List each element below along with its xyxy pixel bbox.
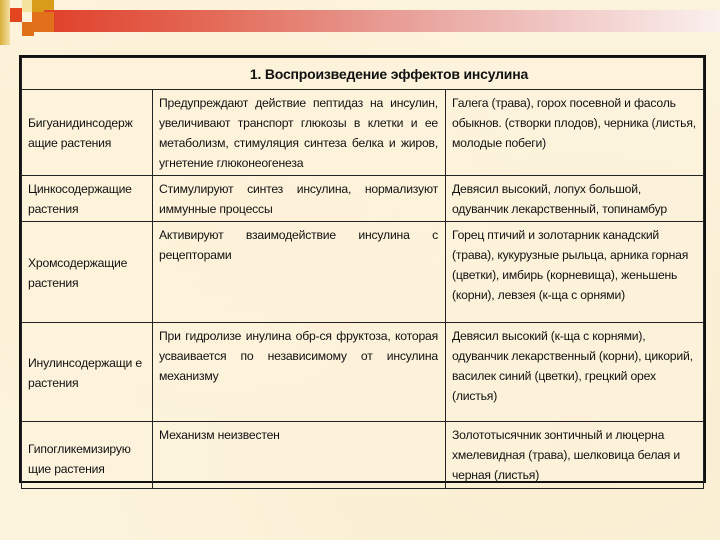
decorative-square (0, 0, 10, 45)
decorative-square (22, 0, 32, 12)
effect-cell: При гидролизе инулина обр-ся фруктоза, которая усваивается по независимому от инсулина механизму (153, 323, 446, 422)
title-accent-bar (44, 10, 720, 32)
decorative-square (10, 8, 22, 22)
effect-cell: Предупреждают действие пептидаз на инсулин, увеличивают транспорт глюкозы в клетки и ее метаболизм, стимуляция синтеза белка и жиров, угнетение глюконеогенеза (153, 90, 446, 176)
decorative-square (32, 12, 54, 32)
table-row (22, 176, 704, 222)
effect-cell: Механизм неизвестен (153, 422, 446, 489)
source-plants-cell: Девясил высокий, лопух большой, одуванчик лекарственный, топинамбур (446, 176, 704, 222)
insulin-effects-table (19, 55, 706, 483)
source-plants-cell: Галега (трава), горох посевной и фасоль обыкнов. (створки плодов), черника (листья, молодые побеги) (446, 90, 704, 176)
table-row (22, 222, 704, 323)
effect-cell: Стимулируют синтез инсулина, нормализуют иммунные процессы (153, 176, 446, 222)
plant-group-cell: Цинкосодержащие растения (22, 176, 153, 222)
plant-group-cell: Инулинсодержащи е растения (22, 323, 153, 422)
plant-group-cell: Бигуанидинсодерж ащие растения (22, 90, 153, 176)
source-plants-cell: Золототысячник зонтичный и люцерна хмелевидная (трава), шелковица белая и черная (листья) (446, 422, 704, 489)
table-row (22, 422, 704, 489)
plant-group-cell: Хромсодержащие растения (22, 222, 153, 323)
table-title: 1. Воспроизведение эффектов инсулина (22, 58, 704, 90)
decorative-square (22, 22, 34, 36)
table-row (22, 323, 704, 422)
source-plants-cell: Девясил высокий (к-ща с корнями), одуванчик лекарственный (корни), цикорий, василек синий (цветки), грецкий орех (листья) (446, 323, 704, 422)
plant-group-cell: Гипогликемизирую щие растения (22, 422, 153, 489)
table-row (22, 90, 704, 176)
source-plants-cell: Горец птичий и золотарник канадский (трава), кукурузные рыльца, арника горная (цветки), имбирь (корневища), женьшень (корни), левзея (к-ща с орнями) (446, 222, 704, 323)
effect-cell: Активируют взаимодействие инсулина с рецепторами (153, 222, 446, 323)
